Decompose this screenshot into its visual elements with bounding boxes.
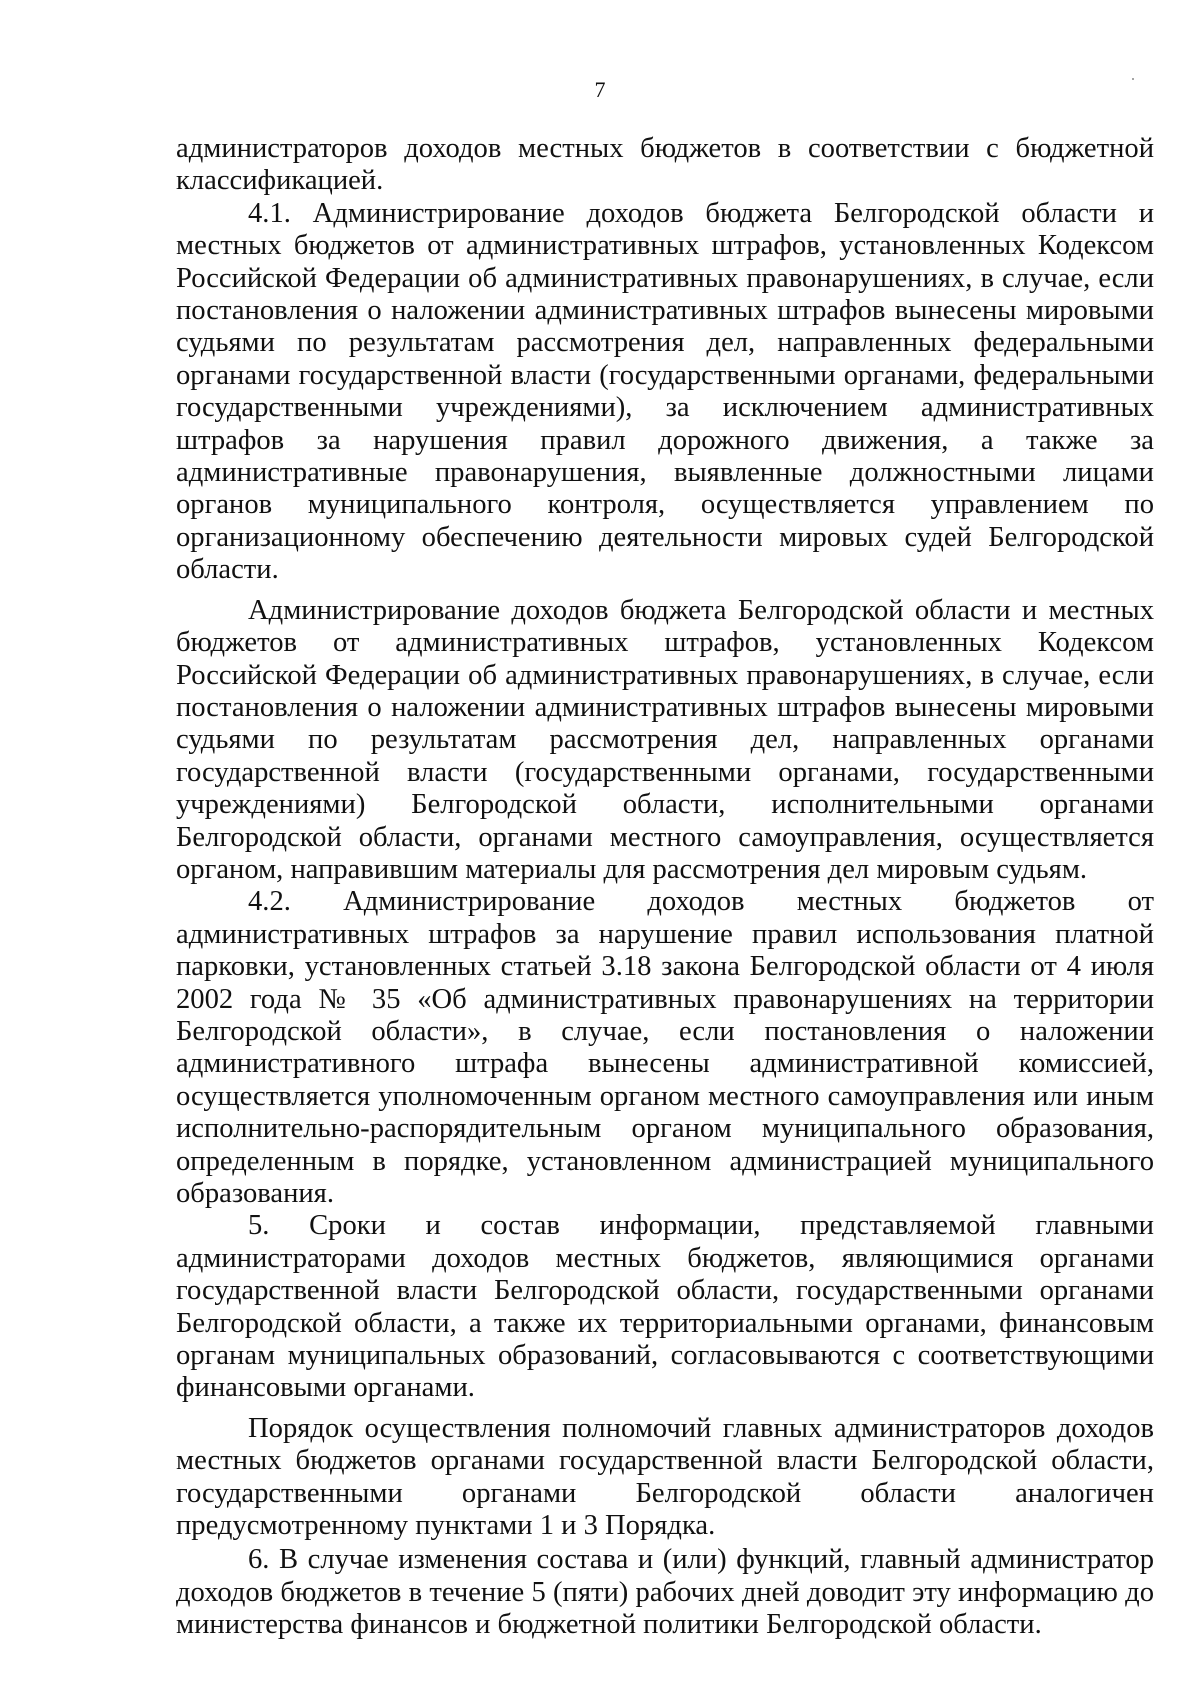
document-body: [176, 133, 1154, 1642]
scan-speck: [1132, 78, 1134, 80]
paragraph-6: 6. В случае изменения состава и (или) функций, главный администратор доходов бюджетов в течение 5 (пяти) рабочих дней доводит эту информацию до министерства финансов и бюджетной политики Белгородской области.: [176, 1544, 1154, 1641]
paragraph-5: 5. Сроки и состав информации, представляемой главными администраторами доходов местных бюджетов, являющимися органами государственной власти Белгородской области, государственными органами Белгородской области, а также их территориальными органами, финансовым органам муниципальных образований, согласовываются с соответствующими финансовыми органами.: [176, 1210, 1154, 1404]
paragraph-5-second: Порядок осуществления полномочий главных администраторов доходов местных бюджетов органами государственной власти Белгородской области, государственными органами Белгородской области аналогичен предусмотренному пунктами 1 и 3 Порядка.: [176, 1412, 1154, 1542]
page-number: 7: [594, 77, 606, 102]
paragraph-continuation: администраторов доходов местных бюджетов в соответствии с бюджетной классификацией.: [176, 133, 1154, 197]
paragraph-4-1-second: Администрирование доходов бюджета Белгородской области и местных бюджетов от административных штрафов, установленных Кодексом Российской Федерации об административных правонарушениях, в случае, если постановления о наложении административных штрафов вынесены мировыми судьями по результатам рассмотрения дел, направленных органами государственной власти (государственными органами, государственными учреждениями) Белгородской области, исполнительными органами Белгородской области, органами местного самоуправления, осуществляется органом, направившим материалы для рассмотрения дел мировым судьям.: [176, 594, 1154, 885]
paragraph-4-1: 4.1. Администрирование доходов бюджета Белгородской области и местных бюджетов от административных штрафов, установленных Кодексом Российской Федерации об административных правонарушениях, в случае, если постановления о наложении административных штрафов вынесены мировыми судьями по результатам рассмотрения дел, направленных федеральными органами государственной власти (государственными органами, федеральными государственными учреждениями), за исключением административных штрафов за нарушения правил дорожного движения, а также за административные правонарушения, выявленные должностными лицами органов муниципального контроля, осуществляется управлением по организационному обеспечению деятельности мировых судей Белгородской области.: [176, 197, 1154, 586]
paragraph-4-2: 4.2. Администрирование доходов местных бюджетов от административных штрафов за нарушение правил использования платной парковки, установленных статьей 3.18 закона Белгородской области от 4 июля 2002 года № 35 «Об административных правонарушениях на территории Белгородской области», в случае, если постановления о наложении административного штрафа вынесены административной комиссией, осуществляется уполномоченным органом местного самоуправления или иным исполнительно-распорядительным органом муниципального образования, определенным в порядке, установленном администрацией муниципального образования.: [176, 886, 1154, 1209]
